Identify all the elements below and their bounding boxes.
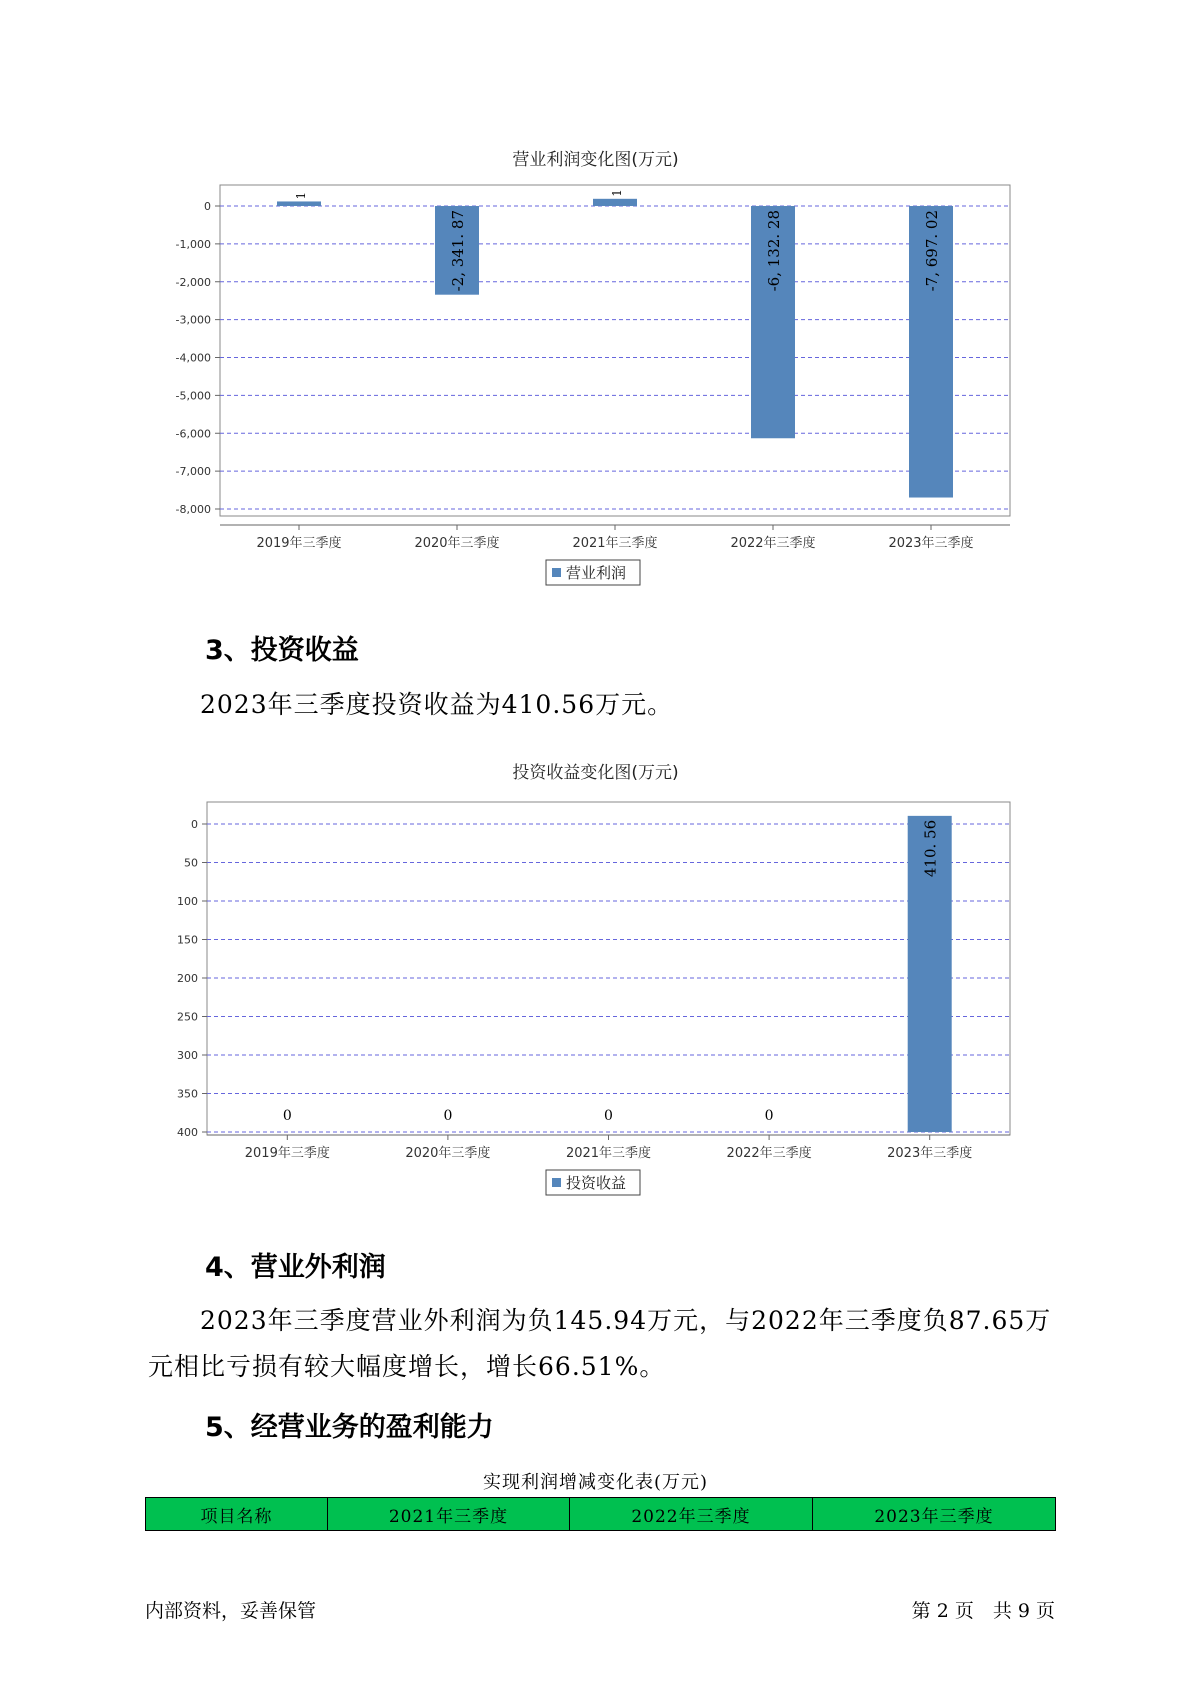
chart2-title: 投资收益变化图(万元) <box>512 763 679 783</box>
data-label: -7, 697. 02 <box>923 210 941 292</box>
y-tick-label: 400 <box>177 1126 198 1139</box>
y-tick-label: 350 <box>177 1087 198 1101</box>
y-tick-label: 150 <box>177 933 198 947</box>
x-tick-label: 2020年三季度 <box>405 1146 491 1161</box>
y-tick-label: -3,000 <box>175 313 211 327</box>
x-tick-label: 2021年三季度 <box>572 536 658 551</box>
x-tick-label: 2020年三季度 <box>414 536 500 551</box>
x-tick-label: 2021年三季度 <box>565 1146 652 1161</box>
x-tick-label: 2023年三季度 <box>887 1146 973 1161</box>
x-tick-label: 2023年三季度 <box>888 536 974 551</box>
data-label: 0 <box>282 1108 292 1124</box>
y-tick-label: 100 <box>177 895 198 908</box>
table-header-cell: 项目名称 <box>146 1498 328 1531</box>
data-label: 0 <box>443 1108 453 1124</box>
y-tick-label: 0 <box>191 818 198 831</box>
x-tick-label: 2022年三季度 <box>726 1146 812 1161</box>
chart2-investment-income <box>0 790 1191 1210</box>
y-tick-label: -8,000 <box>175 503 211 516</box>
section-4-text: 2023年三季度营业外利润为负145.94万元，与2022年三季度负87.65万元相比亏损有较大幅度增长，增长66.51%。 <box>148 1306 1052 1381</box>
data-label: 0 <box>604 1108 613 1124</box>
footer-left: 内部资料，妥善保管 <box>145 1600 317 1622</box>
section-4-heading: 4、营业外利润 <box>205 1252 386 1283</box>
y-tick-label: -5,000 <box>175 389 211 403</box>
data-label: 1 <box>294 191 308 200</box>
y-tick-label: -1,000 <box>175 237 211 251</box>
table-header-cell: 2021年三季度 <box>328 1498 570 1531</box>
bar <box>277 201 321 206</box>
section-3-heading: 3、投资收益 <box>205 635 359 666</box>
data-label: 0 <box>764 1108 774 1124</box>
y-tick-label: 250 <box>177 1010 198 1024</box>
y-tick-label: 200 <box>177 972 198 985</box>
data-label: 410. 56 <box>921 819 940 878</box>
table-header-cell: 2022年三季度 <box>570 1498 813 1531</box>
legend-label: 营业利润 <box>566 564 627 582</box>
section-5-heading: 5、经营业务的盈利能力 <box>205 1412 494 1443</box>
table-header-row <box>146 1498 1056 1531</box>
section-3-text: 2023年三季度投资收益为410.56万元。 <box>200 690 674 719</box>
y-tick-label: -7,000 <box>175 465 211 479</box>
plot-frame <box>207 802 1010 1135</box>
data-label: 1 <box>610 189 624 197</box>
data-label: -6, 132. 28 <box>765 210 783 292</box>
plot-frame <box>220 185 1010 516</box>
legend-label: 投资收益 <box>566 1174 627 1192</box>
legend-swatch <box>552 568 561 577</box>
table-header-cell: 2023年三季度 <box>813 1498 1056 1531</box>
y-tick-label: 0 <box>204 200 211 213</box>
y-tick-label: -2,000 <box>175 275 211 289</box>
chart1-title: 营业利润变化图(万元) <box>512 150 679 170</box>
x-tick-label: 2019年三季度 <box>244 1146 330 1161</box>
table-caption: 实现利润增减变化表(万元) <box>482 1472 709 1493</box>
y-tick-label: -6,000 <box>175 427 211 441</box>
legend-swatch <box>552 1178 561 1187</box>
x-tick-label: 2019年三季度 <box>256 536 342 551</box>
y-tick-label: 300 <box>177 1049 198 1062</box>
profit-change-table <box>145 1497 1056 1531</box>
data-label: -2, 341. 87 <box>449 210 467 292</box>
bar <box>593 199 637 206</box>
y-tick-label: 50 <box>184 856 198 870</box>
footer-page-number: 第 2 页 共 9 页 <box>911 1600 1055 1622</box>
chart1-operating-profit <box>0 170 1191 610</box>
x-tick-label: 2022年三季度 <box>730 536 816 551</box>
y-tick-label: -4,000 <box>175 351 211 365</box>
